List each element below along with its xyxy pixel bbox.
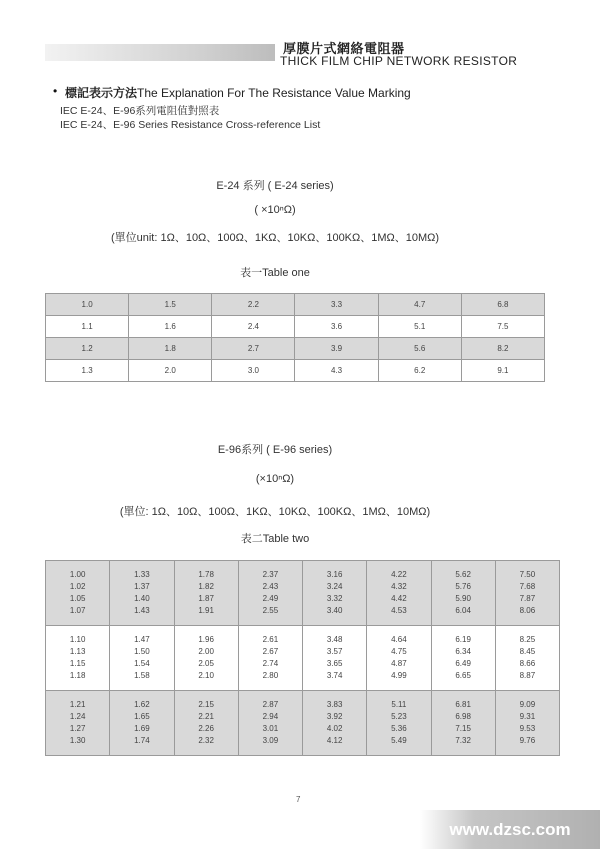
resistance-value: 2.00 <box>198 647 214 656</box>
resistance-value: 6.65 <box>455 671 471 680</box>
table-cell: 6.2 <box>378 360 461 382</box>
table-cell <box>431 691 495 756</box>
table-cell: 2.4 <box>212 316 295 338</box>
table-cell: 1.5 <box>129 294 212 316</box>
resistance-value: 5.49 <box>391 736 407 745</box>
resistance-value: 2.74 <box>262 659 279 668</box>
resistance-value: 8.25 <box>519 635 536 644</box>
resistance-value: 2.80 <box>262 671 279 680</box>
resistance-value: 2.43 <box>262 582 279 591</box>
resistance-value: 3.32 <box>326 594 343 603</box>
resistance-value: 7.32 <box>455 736 471 745</box>
table-cell: 7.5 <box>461 316 544 338</box>
table-cell <box>110 691 174 756</box>
resistance-value: 1.74 <box>134 736 150 745</box>
e96-series-title: E-96系列 ( E-96 series) <box>217 444 333 456</box>
resistance-value: 5.62 <box>455 570 471 579</box>
table-cell: 3.0 <box>212 360 295 382</box>
resistance-value: 5.11 <box>391 700 407 709</box>
table-row <box>46 626 560 691</box>
resistance-value: 1.43 <box>134 606 150 615</box>
resistance-value: 5.36 <box>391 724 407 733</box>
resistance-value: 6.49 <box>455 659 471 668</box>
resistance-value: 2.87 <box>262 700 279 709</box>
resistance-value: 1.02 <box>69 582 86 591</box>
table-cell: 5.6 <box>378 338 461 360</box>
resistance-value: 7.50 <box>519 570 536 579</box>
resistance-value: 2.61 <box>262 635 279 644</box>
table-row <box>46 691 560 756</box>
resistance-value: 1.62 <box>134 700 150 709</box>
table-cell <box>174 561 238 626</box>
table-cell: 1.2 <box>46 338 129 360</box>
table-cell <box>110 626 174 691</box>
e96-table <box>45 560 560 756</box>
resistance-value: 2.15 <box>198 700 214 709</box>
e24-table <box>45 293 545 382</box>
table-row <box>46 338 545 360</box>
e24-series-title: E-24 系列 ( E-24 series) <box>216 180 334 192</box>
table-cell <box>367 691 431 756</box>
resistance-value: 1.54 <box>134 659 150 668</box>
table-cell <box>174 691 238 756</box>
table-cell <box>46 691 110 756</box>
resistance-value: 4.42 <box>391 594 407 603</box>
resistance-value: 9.53 <box>519 724 536 733</box>
resistance-value: 1.10 <box>69 635 86 644</box>
resistance-value: 8.87 <box>519 671 536 680</box>
resistance-value: 1.69 <box>134 724 150 733</box>
resistance-value: 1.33 <box>134 570 150 579</box>
section-heading-en: The Explanation For The Resistance Value Marking <box>137 86 411 100</box>
table-cell: 1.3 <box>46 360 129 382</box>
resistance-value: 4.87 <box>391 659 407 668</box>
resistance-value: 1.21 <box>69 700 86 709</box>
resistance-value: 3.74 <box>326 671 343 680</box>
resistance-value: 1.96 <box>198 635 214 644</box>
table-cell: 8.2 <box>461 338 544 360</box>
table-cell <box>110 561 174 626</box>
title-english: THICK FILM CHIP NETWORK RESISTOR <box>280 54 518 68</box>
resistance-value: 6.98 <box>455 712 471 721</box>
table-row <box>46 294 545 316</box>
e96-multiplier: (×10ⁿΩ) <box>255 473 295 485</box>
e24-multiplier: ( ×10ⁿΩ) <box>254 204 296 216</box>
table-cell: 1.0 <box>46 294 129 316</box>
resistance-value: 2.37 <box>262 570 279 579</box>
resistance-value: 2.67 <box>262 647 279 656</box>
resistance-value: 8.45 <box>519 647 536 656</box>
resistance-value: 1.27 <box>69 724 86 733</box>
resistance-value: 3.09 <box>262 736 279 745</box>
resistance-value: 1.91 <box>198 606 214 615</box>
table-cell: 2.2 <box>212 294 295 316</box>
title-chinese: 厚膜片式網絡電阻器 <box>283 41 405 56</box>
table-cell: 3.3 <box>295 294 378 316</box>
resistance-value: 2.26 <box>198 724 214 733</box>
table-row <box>46 316 545 338</box>
resistance-value: 4.22 <box>391 570 407 579</box>
resistance-value: 4.02 <box>326 724 343 733</box>
table-cell: 3.9 <box>295 338 378 360</box>
table-cell <box>431 626 495 691</box>
header-decorative-bar <box>45 44 275 61</box>
resistance-value: 2.49 <box>262 594 279 603</box>
table-cell: 5.1 <box>378 316 461 338</box>
resistance-value: 1.18 <box>69 671 86 680</box>
resistance-value: 9.09 <box>519 700 536 709</box>
resistance-value: 2.05 <box>198 659 214 668</box>
resistance-value: 1.07 <box>69 606 86 615</box>
resistance-value: 6.19 <box>455 635 471 644</box>
resistance-value: 3.83 <box>326 700 343 709</box>
resistance-value: 1.13 <box>69 647 86 656</box>
resistance-value: 1.78 <box>198 570 214 579</box>
resistance-value: 6.04 <box>455 606 471 615</box>
resistance-value: 2.21 <box>198 712 214 721</box>
page-number: 7 <box>296 795 301 804</box>
reference-list-title-en: IEC E-24、E-96 Series Resistance Cross-reference List <box>60 119 321 131</box>
resistance-value: 4.53 <box>391 606 407 615</box>
resistance-value: 1.47 <box>134 635 150 644</box>
table-cell: 9.1 <box>461 360 544 382</box>
table-cell: 1.8 <box>129 338 212 360</box>
table-row <box>46 360 545 382</box>
table-cell: 1.1 <box>46 316 129 338</box>
resistance-value: 8.06 <box>519 606 536 615</box>
resistance-value: 1.05 <box>69 594 86 603</box>
section-heading <box>65 84 411 101</box>
table-cell <box>174 626 238 691</box>
table-cell: 4.3 <box>295 360 378 382</box>
e24-unit: (單位unit: 1Ω、10Ω、100Ω、1KΩ、10KΩ、100KΩ、1MΩ、10MΩ) <box>110 232 440 244</box>
resistance-value: 3.01 <box>262 724 279 733</box>
resistance-value: 2.10 <box>198 671 214 680</box>
table-cell <box>238 626 302 691</box>
resistance-value: 7.15 <box>455 724 471 733</box>
table-cell <box>238 561 302 626</box>
table-cell <box>431 561 495 626</box>
resistance-value: 1.15 <box>69 659 86 668</box>
resistance-value: 2.55 <box>262 606 279 615</box>
resistance-value: 3.65 <box>326 659 343 668</box>
resistance-value: 1.40 <box>134 594 150 603</box>
resistance-value: 4.99 <box>391 671 407 680</box>
table-cell: 2.7 <box>212 338 295 360</box>
resistance-value: 3.92 <box>326 712 343 721</box>
resistance-value: 4.32 <box>391 582 407 591</box>
e24-table-caption: 表一Table one <box>240 267 310 279</box>
resistance-value: 3.24 <box>326 582 343 591</box>
resistance-value: 1.65 <box>134 712 150 721</box>
table-cell <box>367 626 431 691</box>
resistance-value: 6.81 <box>455 700 471 709</box>
resistance-value: 2.32 <box>198 736 214 745</box>
table-cell: 6.8 <box>461 294 544 316</box>
resistance-value: 3.16 <box>326 570 343 579</box>
resistance-value: 5.23 <box>391 712 407 721</box>
table-cell <box>495 691 559 756</box>
resistance-value: 1.82 <box>198 582 214 591</box>
resistance-value: 3.57 <box>326 647 343 656</box>
table-cell: 4.7 <box>378 294 461 316</box>
bullet-icon: • <box>53 84 58 98</box>
resistance-value: 1.30 <box>69 736 86 745</box>
e96-table-caption: 表二Table two <box>240 533 310 545</box>
resistance-value: 4.12 <box>326 736 343 745</box>
section-heading-cn: 標記表示方法 <box>65 86 138 100</box>
resistance-value: 5.90 <box>455 594 471 603</box>
resistance-value: 7.87 <box>519 594 536 603</box>
table-cell: 1.6 <box>129 316 212 338</box>
resistance-value: 7.68 <box>519 582 536 591</box>
resistance-value: 6.34 <box>455 647 471 656</box>
resistance-value: 5.76 <box>455 582 471 591</box>
resistance-value: 1.50 <box>134 647 150 656</box>
resistance-value: 1.24 <box>69 712 86 721</box>
table-cell: 3.6 <box>295 316 378 338</box>
table-cell <box>46 561 110 626</box>
table-cell <box>367 561 431 626</box>
resistance-value: 1.37 <box>134 582 150 591</box>
resistance-value: 1.00 <box>69 570 86 579</box>
table-cell <box>238 691 302 756</box>
resistance-value: 8.66 <box>519 659 536 668</box>
table-cell: 2.0 <box>129 360 212 382</box>
resistance-value: 4.75 <box>391 647 407 656</box>
table-cell <box>46 626 110 691</box>
resistance-value: 3.40 <box>326 606 343 615</box>
watermark: www.dzsc.com <box>420 810 600 849</box>
resistance-value: 1.87 <box>198 594 214 603</box>
e96-unit: (單位: 1Ω、10Ω、100Ω、1KΩ、10KΩ、100KΩ、1MΩ、10MΩ) <box>119 506 431 518</box>
table-cell <box>303 626 367 691</box>
table-cell <box>303 691 367 756</box>
resistance-value: 9.76 <box>519 736 536 745</box>
reference-list-title-cn: IEC E-24、E-96系列電阻值對照表 <box>60 105 220 117</box>
resistance-value: 2.94 <box>262 712 279 721</box>
resistance-value: 9.31 <box>519 712 536 721</box>
resistance-value: 4.64 <box>391 635 407 644</box>
table-cell <box>495 626 559 691</box>
resistance-value: 3.48 <box>326 635 343 644</box>
table-cell <box>303 561 367 626</box>
table-cell <box>495 561 559 626</box>
resistance-value: 1.58 <box>134 671 150 680</box>
table-row <box>46 561 560 626</box>
